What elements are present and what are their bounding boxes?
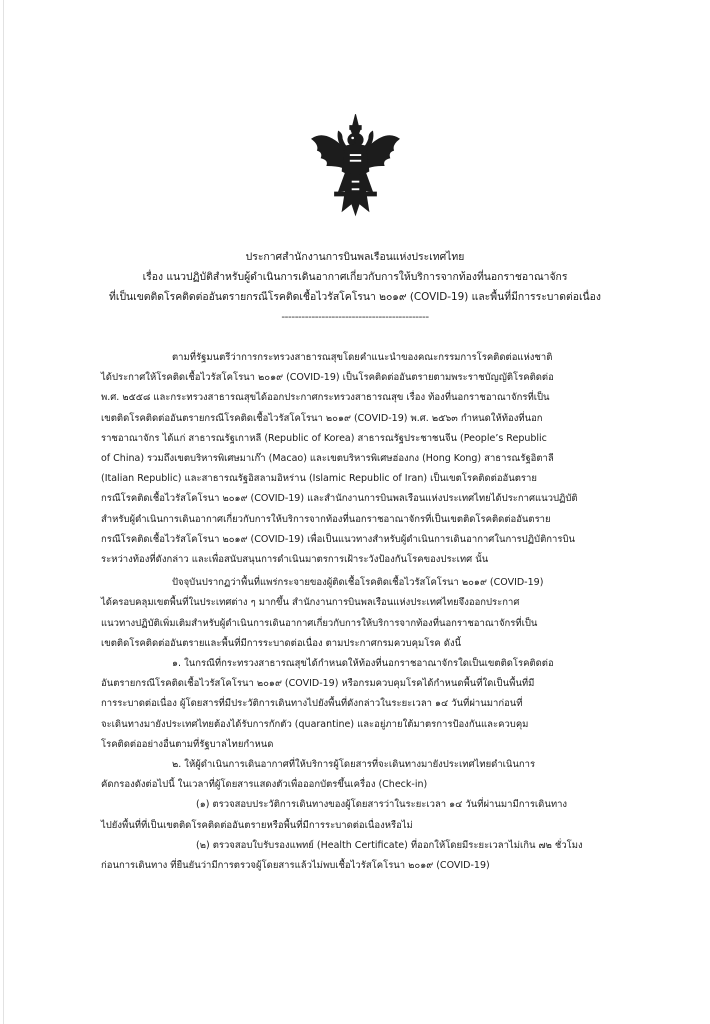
subject-line-1: เรื่อง แนวปฏิบัติสำหรับผู้ดำเนินการเดินอากาศเกี่ยวกับการให้บริการจากท้องที่นอกราชอาณาจักร	[142, 271, 568, 283]
body-line: เขตติดโรคติดต่ออันตรายกรณีโรคติดเชื้อไวรัสโคโรนา ๒๐๑๙ (COVID-19) พ.ศ. ๒๕๖๓ กำหนดให้ท้องที่นอก	[101, 412, 543, 424]
body-line: จะเดินทางมายังประเทศไทยต้องได้รับการกักตัว (quarantine) และอยู่ภายใต้มาตรการป้องกันและควบคุม	[101, 718, 529, 730]
body-line: ๑. ในกรณีที่กระทรวงสาธารณสุขได้กำหนดให้ท้องที่นอกราชอาณาจักรใดเป็นเขตติดโรคติดต่อ	[172, 658, 554, 670]
body-line: การระบาดต่อเนื่อง ผู้โดยสารที่มีประวัติการเดินทางไปยังพื้นที่ดังกล่าวในระยะเวลา ๑๔ วันที่ผ่านมาก่อนที่	[101, 698, 523, 710]
body-line: (๒) ตรวจสอบใบรับรองแพทย์ (Health Certificate) ที่ออกให้โดยมีระยะเวลาไม่เกิน ๗๒ ชั่วโมง	[196, 839, 583, 851]
body-line: คัดกรองดังต่อไปนี้ ในเวลาที่ผู้โดยสารแสดงตัวเพื่อออกบัตรขึ้นเครื่อง (Check-in)	[101, 779, 428, 791]
body-line: สำหรับผู้ดำเนินการเดินอากาศเกี่ยวกับการให้บริการจากท้องที่นอกราชอาณาจักรที่เป็นเขตติดโรคติดต่ออันตราย	[101, 513, 551, 525]
body-line: (Italian Republic) และสาธารณรัฐอิสลามอิหร่าน (Islamic Republic of Iran) เป็นเขตโรคติดต่ออันตราย	[101, 473, 537, 485]
announcement-body	[101, 348, 669, 876]
body-line: แนวทางปฏิบัติเพิ่มเติมสำหรับผู้ดำเนินการเดินอากาศเกี่ยวกับการให้บริการจากท้องที่นอกราชอาณาจักรที่เป็น	[101, 617, 538, 629]
body-line: ได้ครอบคลุมเขตพื้นที่ในประเทศต่าง ๆ มากขึ้น สำนักงานการบินพลเรือนแห่งประเทศไทยจึงออกประกาศ	[101, 597, 520, 609]
header-divider: --------------------------------------------	[281, 311, 429, 323]
issuer-title: ประกาศสำนักงานการบินพลเรือนแห่งประเทศไทย	[245, 251, 465, 263]
body-line: ราชอาณาจักร ได้แก่ สาธารณรัฐเกาหลี (Republic of Korea) สาธารณรัฐประชาชนจีน (People’s Republic	[101, 432, 547, 444]
body-line: ระหว่างท้องที่ดังกล่าว และเพื่อสนับสนุนการดำเนินมาตรการเฝ้าระวังป้องกันโรคของประเทศ นั้น	[101, 554, 489, 566]
announcement-header	[40, 247, 670, 327]
body-line: กรณีโรคติดเชื้อไวรัสโคโรนา ๒๐๑๙ (COVID-19) และสำนักงานการบินพลเรือนแห่งประเทศไทยได้ประกาศแนวปฏิบัติ	[101, 493, 578, 505]
body-line: ก่อนการเดินทาง ที่ยืนยันว่ามีการตรวจผู้โดยสารแล้วไม่พบเชื้อไวรัสโคโรนา ๒๐๑๙ (COVID-19)	[101, 860, 490, 872]
body-line: โรคติดต่ออย่างอื่นตามที่รัฐบาลไทยกำหนด	[101, 738, 274, 750]
body-line: กรณีโรคติดเชื้อไวรัสโคโรนา ๒๐๑๙ (COVID-19) เพื่อเป็นแนวทางสำหรับผู้ดำเนินการเดินอากาศในการปฏิบัติการบิน	[101, 533, 575, 545]
body-line: (๑) ตรวจสอบประวัติการเดินทางของผู้โดยสารว่าในระยะเวลา ๑๔ วันที่ผ่านมามีการเดินทาง	[196, 799, 568, 811]
body-line: อันตรายกรณีโรคติดเชื้อไวรัสโคโรนา ๒๐๑๙ (COVID-19) หรือกรมควบคุมโรคได้กำหนดพื้นที่ใดเป็นพื้นที่มี	[101, 678, 535, 690]
body-line: of China) รวมถึงเขตบริหารพิเศษมาเก๊า (Macao) และเขตบริหารพิเศษฮ่องกง (Hong Kong) สาธารณรัฐอิตาลี	[101, 453, 554, 465]
body-line: พ.ศ. ๒๕๕๘ และกระทรวงสาธารณสุขได้ออกประกาศกระทรวงสาธารณสุข เรื่อง ท้องที่นอกราชอาณาจักรที่เป็น	[101, 392, 550, 404]
body-line: ไปยังพื้นที่ที่เป็นเขตติดโรคติดต่ออันตรายหรือพื้นที่มีการระบาดต่อเนื่องหรือไม่	[101, 819, 413, 831]
body-line: ๒. ให้ผู้ดำเนินการเดินอากาศที่ให้บริการผู้โดยสารที่จะเดินทางมายังประเทศไทยดำเนินการ	[172, 759, 536, 771]
garuda-emblem-icon	[308, 112, 403, 219]
page-edge	[3, 0, 4, 1024]
body-line: ปัจจุบันปรากฏว่าพื้นที่แพร่กระจายของผู้ติดเชื้อโรคติดเชื้อไวรัสโคโรนา ๒๐๑๙ (COVID-19)	[172, 577, 544, 589]
body-line: ได้ประกาศให้โรคติดเชื้อไวรัสโคโรนา ๒๐๑๙ (COVID-19) เป็นโรคติดต่ออันตรายตามพระราชบัญญัติโรคติดต่อ	[101, 372, 554, 384]
subject-line-2: ที่เป็นเขตติดโรคติดต่ออันตรายกรณีโรคติดเชื้อไวรัสโคโรนา ๒๐๑๙ (COVID-19) และพื้นที่มีการระบาดต่อเนื่อง	[109, 291, 601, 303]
body-line: เขตติดโรคติดต่ออันตรายและพื้นที่มีการระบาดต่อเนื่อง ตามประกาศกรมควบคุมโรค ดังนี้	[101, 637, 462, 649]
body-line: ตามที่รัฐมนตรีว่าการกระทรวงสาธารณสุขโดยคำแนะนำของคณะกรรมการโรคติดต่อแห่งชาติ	[172, 352, 553, 363]
